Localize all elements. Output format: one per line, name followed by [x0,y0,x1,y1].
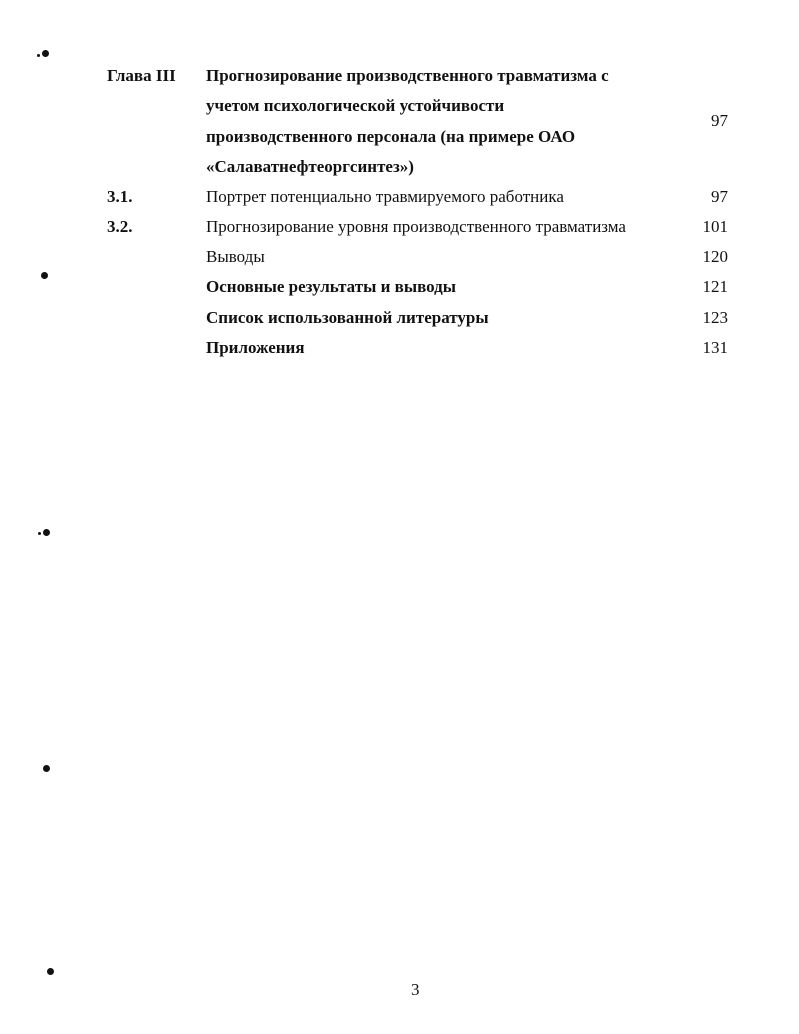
chapter-label: Глава III [107,66,176,85]
punch-hole-mark [43,765,50,772]
toc-entry-title: Основные результаты и выводы [206,277,457,296]
punch-hole-mark [38,532,41,535]
chapter-title-line: учетом психологической устойчивости [206,96,505,115]
punch-hole-mark [41,272,48,279]
toc-entry-page: 123 [702,308,728,327]
punch-hole-mark [42,50,49,57]
punch-hole-mark [47,968,54,975]
toc-entry-title: Прогнозирование уровня производственного травматизма [206,217,626,236]
toc-entry-number: 3.1. [107,187,133,206]
toc-entry-page: 97 [711,187,728,206]
toc-entry-number: 3.2. [107,217,133,236]
chapter-page-number: 97 [711,111,728,130]
chapter-title-line: производственного персонала (на примере ОАО [206,127,576,146]
toc-entry-page: 131 [702,338,728,357]
page-number: 3 [411,980,420,999]
toc-entry-title: Список использованной литературы [206,308,489,327]
toc-entry-page: 120 [702,247,728,266]
toc-entry-title: Приложения [206,338,305,357]
toc-entry-title: Портрет потенциально травмируемого работника [206,187,564,206]
punch-hole-mark [37,54,40,57]
chapter-title-line: Прогнозирование производственного травматизма с [206,66,609,85]
punch-hole-mark [43,529,50,536]
chapter-title-line: «Салаватнефтеоргсинтез») [206,157,414,176]
toc-entry-page: 101 [702,217,728,236]
toc-entry-title: Выводы [206,247,265,266]
toc-entry-page: 121 [702,277,728,296]
